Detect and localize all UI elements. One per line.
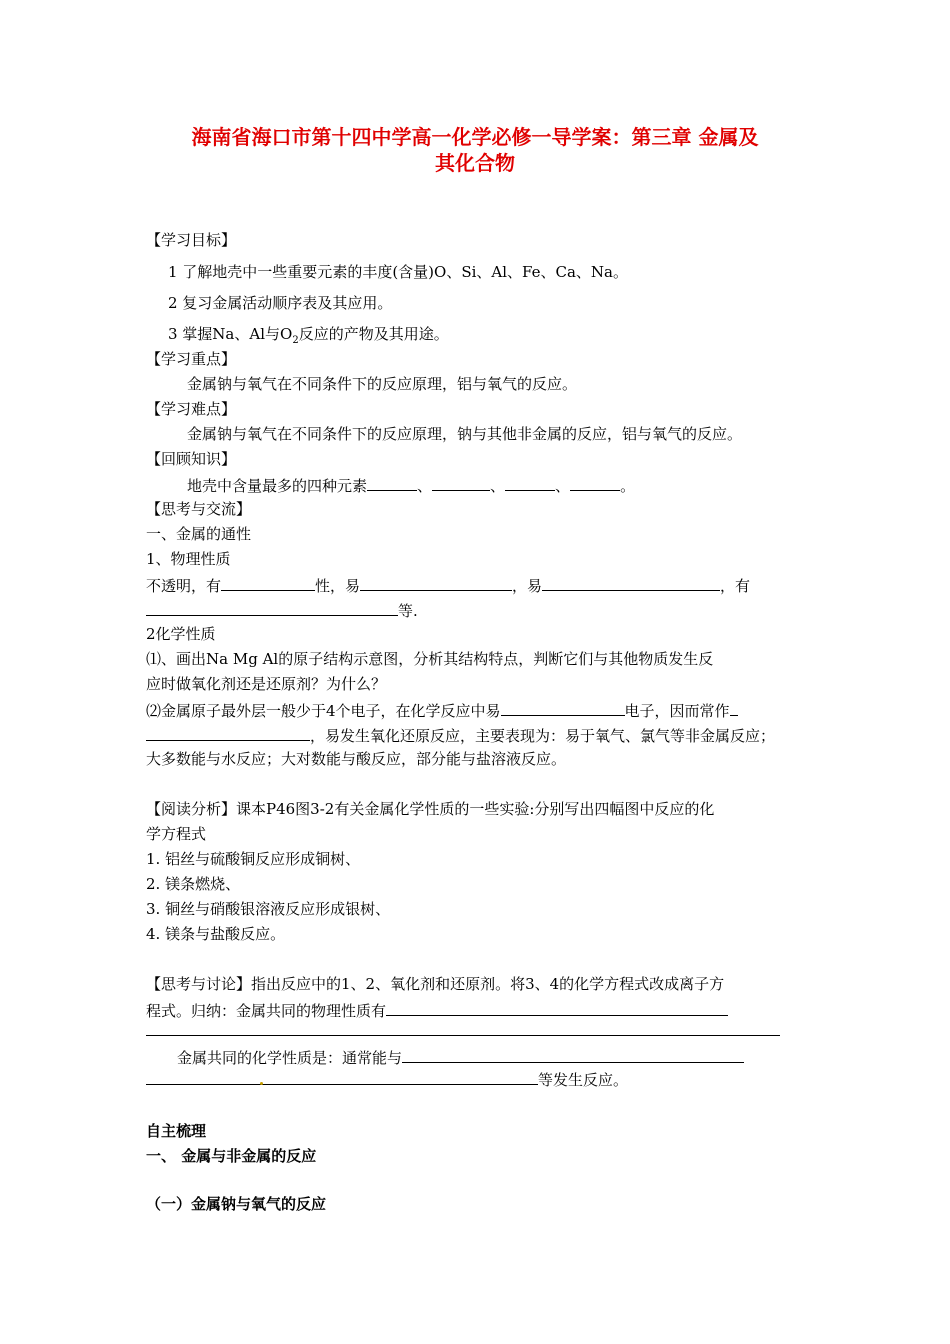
review-blank-4[interactable]	[570, 474, 620, 491]
chemical-common-blank-2[interactable]	[146, 1068, 262, 1085]
physical-blank-2[interactable]	[360, 574, 512, 591]
physical-blank-3[interactable]	[542, 574, 720, 591]
self-study-subsection: （一）金属钠与氧气的反应	[146, 1195, 327, 1213]
discussion-line-3: 金属共同的化学性质是：通常能与	[177, 1046, 744, 1068]
physical-blank-1[interactable]	[221, 574, 315, 591]
reading-item-3: 3. 铜丝与硝酸银溶液反应形成银树、	[146, 900, 391, 918]
discussion-line-2: 程式。归纳：金属共同的物理性质有	[146, 999, 728, 1021]
review-text: 地壳中含量最多的四种元素 、 、 、 。	[187, 474, 635, 496]
think-heading: 【思考与交流】	[146, 500, 252, 518]
objective-item-3: 3 掌握Na、Al与$O_2$反应的产物及其用途。	[168, 325, 449, 346]
physical-common-blank[interactable]	[386, 999, 728, 1016]
chemical-common-blank-1[interactable]	[402, 1046, 744, 1063]
physical-properties-heading: 1、物理性质	[146, 550, 231, 568]
question-2-blank-1[interactable]	[501, 699, 625, 716]
review-heading: 【回顾知识】	[146, 450, 237, 468]
review-blank-1[interactable]	[367, 474, 417, 491]
question-1-line-1: ⑴、画出Na Mg Al的原子结构示意图，分析其结构特点，判断它们与其他物质发生反	[146, 650, 714, 668]
discussion-line-1: 【思考与讨论】指出反应中的1、2、氧化剂和还原剂。将3、4的化学方程式改成离子方	[146, 975, 725, 993]
question-2-blank-2[interactable]	[146, 724, 310, 741]
document-title-line2: 其化合物	[435, 151, 515, 175]
reading-item-4: 4. 镁条与盐酸反应。	[146, 925, 286, 943]
question-1-line-2: 应时做氧化剂还是还原剂？为什么？	[146, 675, 387, 693]
reading-item-2: 2. 镁条燃烧、	[146, 875, 241, 893]
stray-dot	[260, 1082, 263, 1085]
objective-item-1: 1 了解地壳中一些重要元素的丰度(含量)O、Si、Al、Fe、Ca、Na。	[168, 263, 628, 281]
self-study-section: 一、 金属与非金属的反应	[146, 1147, 317, 1165]
document-title-line1: 海南省海口市第十四中学高一化学必修一导学案：第三章 金属及	[191, 125, 759, 149]
question-2-line-3: 大多数能与水反应；大对数能与酸反应，部分能与盐溶液反应。	[146, 750, 567, 768]
self-study-heading: 自主梳理	[146, 1122, 207, 1140]
physical-blank-4[interactable]	[146, 599, 398, 616]
question-2-blank-2a[interactable]	[730, 699, 738, 716]
think-section-1: 一、金属的通性	[146, 525, 252, 543]
objective-item-2: 2 复习金属活动顺序表及其应用。	[168, 294, 393, 312]
reading-line-2: 学方程式	[146, 825, 207, 843]
key-points-heading: 【学习重点】	[146, 350, 237, 368]
key-points-text: 金属钠与氧气在不同条件下的反应原理，铝与氧气的反应。	[187, 375, 578, 393]
chemical-common-blank-3[interactable]	[262, 1068, 538, 1085]
physical-properties-line-2: 等.	[146, 599, 418, 621]
question-2-line-2: ，易发生氧化还原反应，主要表现为：易于氧气、氯气等非金属反应；	[146, 724, 775, 746]
answer-line[interactable]	[146, 1035, 780, 1036]
objectives-heading: 【学习目标】	[146, 231, 237, 249]
difficulties-text: 金属钠与氧气在不同条件下的反应原理，钠与其他非金属的反应，铝与氧气的反应。	[187, 425, 743, 443]
reading-line-1: 【阅读分析】课本P46图3-2有关金属化学性质的一些实验:分别写出四幅图中反应的化	[146, 800, 715, 818]
difficulties-heading: 【学习难点】	[146, 400, 237, 418]
physical-properties-line: 不透明，有 性，易 ，易 ，有	[146, 574, 750, 596]
chemical-properties-heading: 2化学性质	[146, 625, 216, 643]
review-blank-2[interactable]	[432, 474, 490, 491]
reading-item-1: 1. 铝丝与硫酸铜反应形成铜树、	[146, 850, 361, 868]
question-2-line-1: ⑵金属原子最外层一般少于4个电子，在化学反应中易 电子，因而常作	[146, 699, 738, 721]
review-blank-3[interactable]	[505, 474, 555, 491]
discussion-line-4: 等发生反应。	[146, 1068, 628, 1090]
